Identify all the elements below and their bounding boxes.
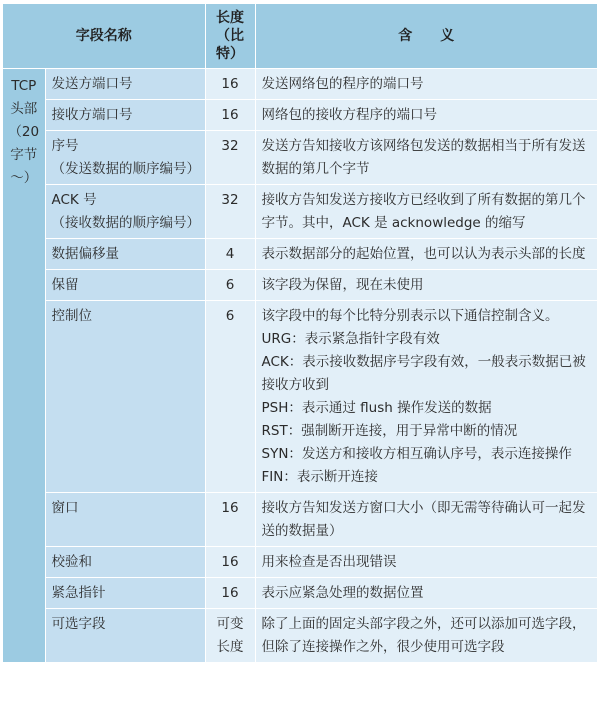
field-length-cell-line: 16 — [221, 585, 239, 601]
field-meaning-cell-line: 除了上面的固定头部字段之外，还可以添加可选字段，但除了连接操作之外，很少使用可选字段 — [261, 616, 586, 655]
tcp-header-table-container — [3, 4, 597, 663]
field-meaning-cell — [255, 301, 597, 493]
field-length-cell-line: 16 — [221, 500, 239, 516]
field-name-cell-line: 发送方端口号 — [51, 76, 133, 92]
field-meaning-cell-line: 表示应紧急处理的数据位置 — [261, 585, 424, 601]
field-name-cell — [45, 131, 205, 185]
field-name-cell-line: 紧急指针 — [51, 585, 106, 601]
field-meaning-cell-line: ACK：表示接收数据序号字段有效，一般表示数据已被接收方收到 — [261, 354, 586, 393]
field-length-cell — [205, 609, 255, 663]
table-row — [3, 493, 597, 547]
field-meaning-cell-line: URG：表示紧急指针字段有效 — [261, 331, 440, 347]
field-meaning-cell — [255, 547, 597, 578]
field-meaning-cell — [255, 609, 597, 663]
field-name-cell-line: 控制位 — [51, 308, 92, 324]
field-meaning-cell — [255, 185, 597, 239]
field-length-cell — [205, 131, 255, 185]
field-meaning-cell — [255, 69, 597, 100]
table-row — [3, 185, 597, 239]
field-name-cell-line: 可选字段 — [51, 616, 106, 632]
field-meaning-cell-line: 该字段中的每个比特分别表示以下通信控制含义。 — [261, 308, 559, 324]
field-length-cell — [205, 493, 255, 547]
field-length-cell — [205, 69, 255, 100]
field-length-cell-line: 6 — [225, 277, 235, 293]
table-row — [3, 239, 597, 270]
field-name-cell — [45, 301, 205, 493]
field-meaning-cell-line: 发送方告知接收方该网络包发送的数据相当于所有发送数据的第几个字节 — [261, 138, 586, 177]
header-length-text: 长度（比特） — [216, 10, 244, 62]
tcp-header-group-label — [3, 69, 45, 663]
field-meaning-cell-line: 发送网络包的程序的端口号 — [261, 76, 424, 92]
field-name-cell — [45, 270, 205, 301]
field-name-cell — [45, 578, 205, 609]
field-name-cell — [45, 69, 205, 100]
field-length-cell-line: 长度 — [216, 639, 244, 655]
field-meaning-cell-line: FIN：表示断开连接 — [261, 469, 378, 485]
table-row — [3, 131, 597, 185]
field-meaning-cell-line: 接收方告知发送方窗口大小（即无需等待确认可一起发送的数据量） — [261, 500, 586, 539]
field-length-cell — [205, 547, 255, 578]
field-length-cell-line: 32 — [221, 138, 239, 154]
field-name-cell — [45, 547, 205, 578]
field-meaning-cell-line: RST：强制断开连接，用于异常中断的情况 — [261, 423, 518, 439]
tcp-header-table — [3, 4, 597, 663]
table-row — [3, 69, 597, 100]
field-length-cell — [205, 270, 255, 301]
field-length-cell-line: 16 — [221, 76, 239, 92]
table-row — [3, 609, 597, 663]
field-name-cell-line: （接收数据的顺序编号） — [51, 215, 200, 231]
field-name-cell — [45, 239, 205, 270]
field-name-cell-line: 序号 — [51, 138, 79, 154]
header-length — [205, 4, 255, 69]
field-length-cell-line: 6 — [225, 308, 235, 324]
table-row — [3, 270, 597, 301]
field-meaning-cell-line: SYN：发送方和接收方相互确认序号，表示连接操作 — [261, 446, 572, 462]
field-name-cell — [45, 100, 205, 131]
field-length-cell — [205, 100, 255, 131]
field-meaning-cell — [255, 578, 597, 609]
field-name-cell-line: 保留 — [51, 277, 79, 293]
field-meaning-cell-line: 网络包的接收方程序的端口号 — [261, 107, 437, 123]
field-name-cell-line: ACK 号 — [51, 192, 97, 208]
table-row — [3, 578, 597, 609]
field-length-cell-line: 4 — [225, 246, 235, 262]
field-meaning-cell-line: 表示数据部分的起始位置，也可以认为表示头部的长度 — [261, 246, 586, 262]
table-row — [3, 301, 597, 493]
field-meaning-cell — [255, 100, 597, 131]
field-meaning-cell-line: 该字段为保留，现在未使用 — [261, 277, 424, 293]
field-length-cell-line: 16 — [221, 554, 239, 570]
group-label-text: TCP 头部 （20 字节 ～） — [8, 78, 40, 186]
field-name-cell-line: （发送数据的顺序编号） — [51, 161, 200, 177]
field-name-cell — [45, 185, 205, 239]
table-body — [3, 69, 597, 663]
field-meaning-cell — [255, 270, 597, 301]
field-length-cell — [205, 578, 255, 609]
field-length-cell-line: 16 — [221, 107, 239, 123]
header-meaning: 含 义 — [255, 4, 597, 69]
field-name-cell-line: 窗口 — [51, 500, 79, 516]
field-name-cell — [45, 609, 205, 663]
field-meaning-cell — [255, 131, 597, 185]
field-name-cell-line: 接收方端口号 — [51, 107, 133, 123]
field-name-cell — [45, 493, 205, 547]
table-row — [3, 547, 597, 578]
field-meaning-cell — [255, 239, 597, 270]
table-row — [3, 100, 597, 131]
field-length-cell — [205, 301, 255, 493]
header-field-name: 字段名称 — [3, 4, 205, 69]
field-meaning-cell — [255, 493, 597, 547]
field-meaning-cell-line: 用来检查是否出现错误 — [261, 554, 397, 570]
field-meaning-cell-line: 接收方告知发送方接收方已经收到了所有数据的第几个字节。其中，ACK 是 acknowledge 的缩写 — [261, 192, 586, 231]
field-length-cell — [205, 185, 255, 239]
table-header-row — [3, 4, 597, 69]
field-length-cell-line: 可变 — [216, 616, 244, 632]
field-meaning-cell-line: PSH：表示通过 flush 操作发送的数据 — [261, 400, 492, 416]
field-name-cell-line: 校验和 — [51, 554, 92, 570]
field-length-cell-line: 32 — [221, 192, 239, 208]
field-name-cell-line: 数据偏移量 — [51, 246, 119, 262]
field-length-cell — [205, 239, 255, 270]
